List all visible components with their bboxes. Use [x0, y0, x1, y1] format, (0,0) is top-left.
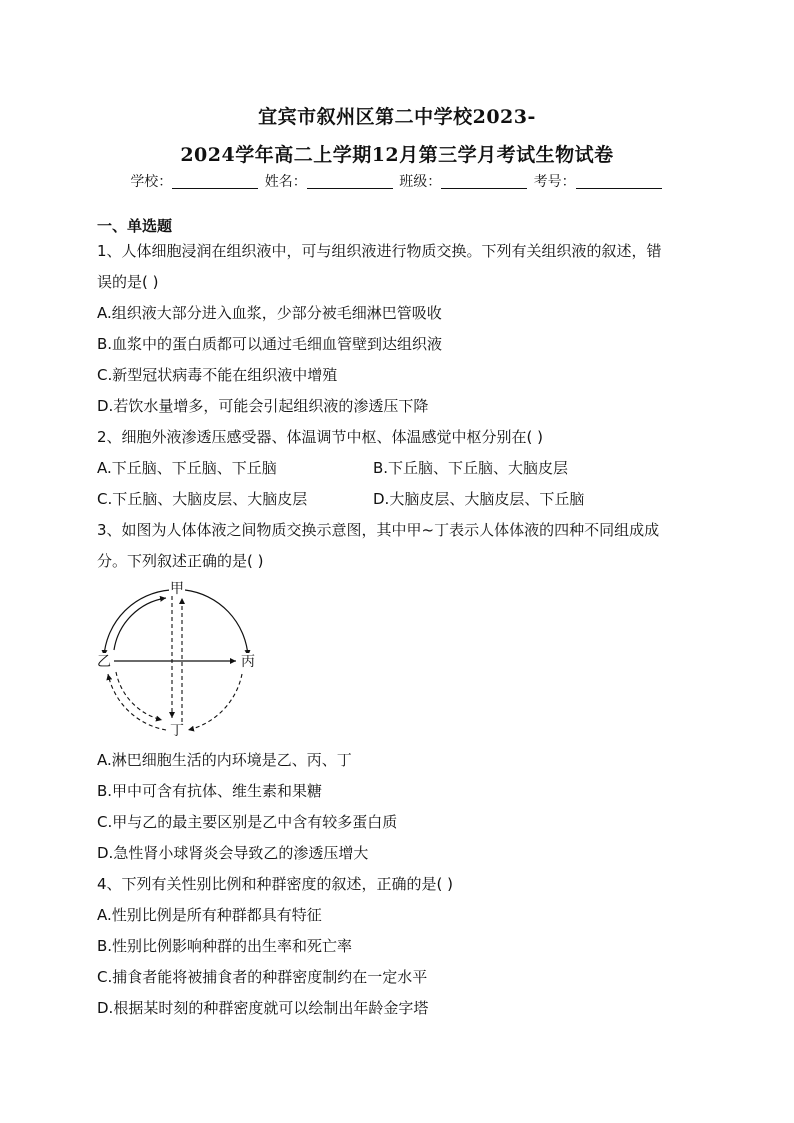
q2-option-a: A.下丘脑、下丘脑、下丘脑: [97, 459, 277, 477]
q2-stem: 2、细胞外液渗透压感受器、体温调节中枢、体温感觉中枢分别在( ): [97, 428, 544, 446]
arrow-right-to-bottom: [188, 674, 242, 730]
q1-option-d: D.若饮水量增多，可能会引起组织液的渗透压下降: [97, 397, 429, 415]
section-title: 一、单选题: [97, 217, 173, 235]
arrow-top-to-left: [104, 590, 170, 656]
q1-option-b: B.血浆中的蛋白质都可以通过毛细血管壁到达组织液: [97, 335, 443, 353]
exam-number-label: 考号：: [533, 174, 576, 190]
q4-stem: 4、下列有关性别比例和种群密度的叙述，正确的是( ): [97, 875, 454, 893]
exam-title-line2: 2024学年高二上学期12月第三学月考试生物试卷: [180, 144, 614, 166]
class-label: 班级：: [399, 174, 442, 190]
name-blank: [307, 174, 393, 189]
q4-option-c: C.捕食者能将被捕食者的种群密度制约在一定水平: [97, 968, 428, 986]
exam-number-blank: [576, 174, 662, 189]
q1-stem-line1: 1、人体细胞浸润在组织液中，可与组织液进行物质交换。下列有关组织液的叙述，错: [97, 242, 662, 260]
arrow-top-to-right: [185, 590, 248, 656]
school-label: 学校：: [130, 174, 173, 190]
q4-option-b: B.性别比例影响种群的出生率和死亡率: [97, 937, 353, 955]
q3-stem-line2: 分。下列叙述正确的是( ): [97, 552, 264, 570]
q3-stem-line1: 3、如图为人体体液之间物质交换示意图，其中甲~丁表示人体体液的四种不同组成成: [97, 521, 660, 539]
q3-option-c: C.甲与乙的最主要区别是乙中含有较多蛋白质: [97, 813, 398, 831]
class-blank: [441, 174, 527, 189]
exam-title-line1: 宜宾市叙州区第二中学校2023-: [258, 106, 536, 128]
arrow-bottom-to-left: [108, 674, 166, 730]
node-label-right: 丙: [241, 654, 255, 670]
q3-option-a: A.淋巴细胞生活的内环境是乙、丙、丁: [97, 751, 352, 769]
name-label: 姓名：: [264, 174, 307, 190]
q3-option-d: D.急性肾小球肾炎会导致乙的渗透压增大: [97, 844, 369, 862]
q1-option-a: A.组织液大部分进入血浆，少部分被毛细淋巴管吸收: [97, 304, 442, 322]
arrow-left-to-bottom: [116, 672, 162, 720]
q3-option-b: B.甲中可含有抗体、维生素和果糖: [97, 782, 323, 800]
q2-option-b: B.下丘脑、下丘脑、大脑皮层: [373, 459, 569, 477]
q1-option-c: C.新型冠状病毒不能在组织液中增殖: [97, 366, 338, 384]
body-fluid-exchange-diagram: [92, 578, 272, 740]
q4-option-d: D.根据某时刻的种群密度就可以绘制出年龄金字塔: [97, 999, 429, 1017]
arrow-left-to-top: [114, 598, 166, 650]
student-info-row: [0, 171, 794, 191]
node-label-left: 乙: [97, 654, 111, 670]
q2-option-c: C.下丘脑、大脑皮层、大脑皮层: [97, 490, 308, 508]
node-label-bottom: 丁: [170, 723, 184, 739]
q4-option-a: A.性别比例是所有种群都具有特征: [97, 906, 322, 924]
school-blank: [172, 174, 258, 189]
q2-option-d: D.大脑皮层、大脑皮层、下丘脑: [373, 490, 585, 508]
node-label-top: 甲: [170, 581, 184, 597]
q1-stem-line2: 误的是( ): [97, 273, 159, 291]
